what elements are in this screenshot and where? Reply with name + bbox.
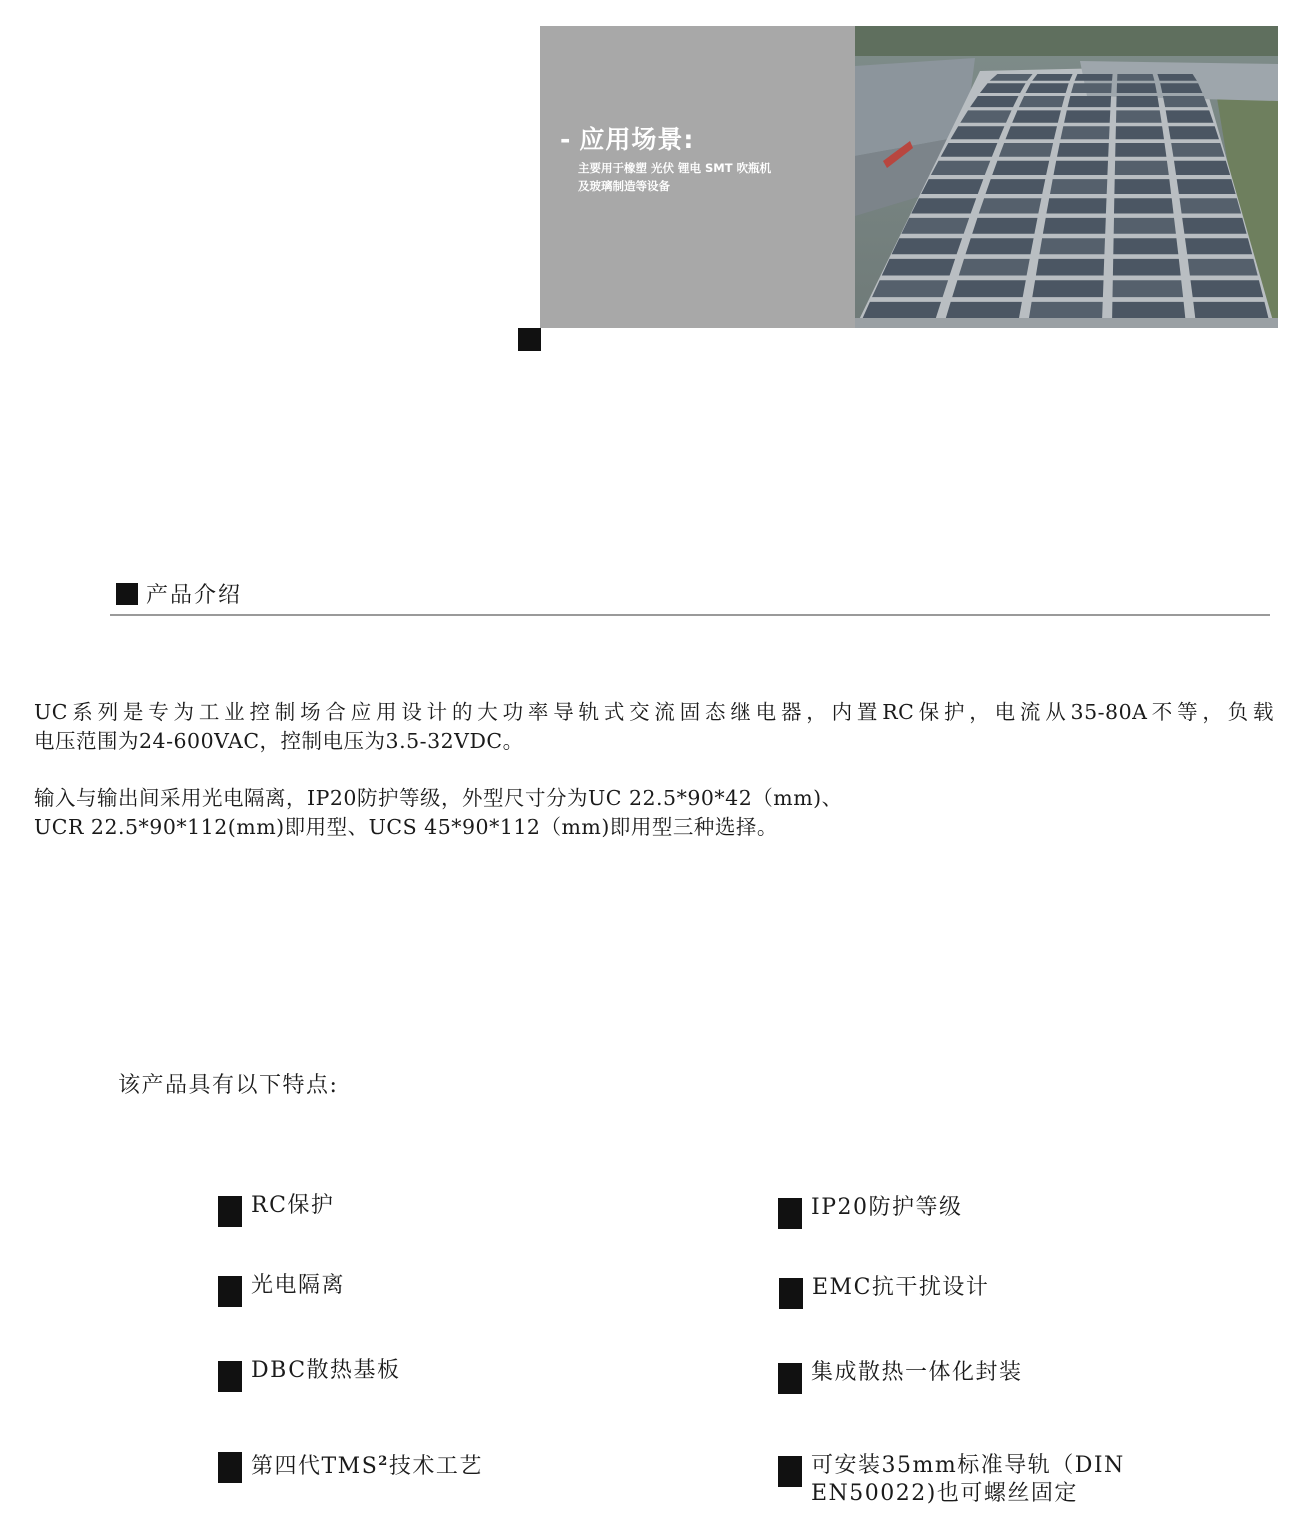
- feature-text: 集成散热一体化封装: [811, 1360, 1023, 1385]
- solar-panel: [1113, 238, 1178, 254]
- solar-panel: [1019, 96, 1065, 107]
- section-marker-square: [116, 583, 138, 605]
- solar-panel: [1185, 238, 1252, 254]
- feature-marker-square: [218, 1361, 242, 1392]
- intro-p2-line2: UCR 22.5*90*112(mm)即用型、UCS 45*90*112（mm)即用型三种选择。: [34, 815, 778, 839]
- solar-panel: [931, 161, 990, 175]
- solar-panel: [1032, 280, 1103, 297]
- banner-subtitle: [578, 159, 848, 195]
- solar-panel: [1068, 96, 1112, 107]
- solar-panel: [1043, 218, 1106, 234]
- solar-panel: [901, 218, 969, 234]
- feature-text: [251, 1448, 483, 1481]
- feature-item: [779, 1274, 989, 1309]
- solar-panel: [1114, 218, 1176, 234]
- solar-panel: [1114, 198, 1174, 213]
- solar-panel: [1166, 110, 1214, 122]
- solar-panel: [946, 302, 1022, 319]
- section-title: 产品介绍: [146, 583, 243, 608]
- solar-panel: [1075, 74, 1113, 81]
- solar-panel: [1029, 302, 1103, 319]
- solar-panel: [862, 302, 941, 319]
- solar-panel: [882, 259, 955, 276]
- solar-panel: [941, 143, 998, 157]
- solar-panel: [1113, 259, 1181, 276]
- banner-corner-square: [518, 328, 541, 351]
- solar-panel: [966, 238, 1034, 254]
- feature-item: [778, 1452, 1151, 1508]
- solar-panel: [1032, 74, 1072, 81]
- feature-marker-square: [778, 1363, 802, 1394]
- intro-p1-line1: UC系列是专为工业控制场合应用设计的大功率导轨式交流固态继电器，内置RC保护，电流从35-80A不等，负载: [34, 700, 1274, 724]
- feature-text: 光电隔离: [251, 1273, 346, 1298]
- solar-panel: [1112, 302, 1185, 319]
- solar-rooftop-photo: [855, 26, 1278, 328]
- solar-panel: [1012, 110, 1061, 122]
- feature-text: DBC散热基板: [251, 1358, 401, 1383]
- solar-panel: [1193, 302, 1268, 319]
- solar-panel: [986, 179, 1046, 194]
- solar-panel: [999, 143, 1053, 157]
- feature-superscript: 2: [378, 1454, 389, 1469]
- feature-item: [218, 1357, 401, 1392]
- solar-panel: [1116, 126, 1164, 139]
- feature-marker-square: [218, 1452, 242, 1483]
- intro-paragraph-1: [34, 698, 1274, 756]
- feature-item: [778, 1359, 1023, 1394]
- solar-panel: [1163, 96, 1208, 107]
- solar-panel: [1180, 198, 1242, 213]
- banner-subtitle-line1: 主要用于橡塑 光伏 锂电 SMT 吹瓶机: [578, 161, 772, 175]
- feature-marker-square: [778, 1456, 802, 1487]
- solar-panel: [1117, 83, 1157, 93]
- features-heading: 该产品具有以下特点:: [118, 1073, 339, 1098]
- feature-item: [218, 1448, 483, 1483]
- solar-panel: [1171, 143, 1224, 157]
- application-banner: [540, 26, 1278, 328]
- banner-title: [560, 120, 694, 156]
- solar-panel: [1115, 143, 1166, 157]
- feature-marker-square: [218, 1276, 242, 1307]
- banner-subtitle-line2: 及玻璃制造等设备: [578, 179, 670, 193]
- solar-panel: [1114, 179, 1171, 194]
- solar-panel: [911, 198, 976, 213]
- feature-text-tail: 技术工艺: [388, 1454, 483, 1479]
- solar-panel: [980, 83, 1026, 93]
- solar-panel: [1157, 74, 1197, 81]
- solar-panel: [1188, 259, 1258, 276]
- feature-item: [218, 1272, 345, 1307]
- solar-panel: [1050, 179, 1107, 194]
- solar-panel: [1039, 238, 1105, 254]
- banner-text-panel: [540, 26, 855, 328]
- solar-panel: [1054, 161, 1109, 175]
- solar-panel: [952, 280, 1026, 297]
- solar-panel: [1057, 143, 1109, 157]
- feature-text: EMC抗干扰设计: [812, 1275, 990, 1300]
- intro-paragraph-2: [34, 784, 1274, 842]
- solar-panel: [921, 179, 983, 194]
- section-divider: [110, 614, 1270, 616]
- solar-panel: [1191, 280, 1264, 297]
- solar-panel: [1182, 218, 1246, 234]
- solar-panel: [1036, 259, 1104, 276]
- solar-panel: [1174, 161, 1230, 175]
- solar-panel: [1116, 96, 1159, 107]
- solar-panel: [1046, 198, 1106, 213]
- feature-text: IP20防护等级: [811, 1195, 963, 1220]
- solar-panel: [1071, 83, 1112, 93]
- intro-p2-line1: 输入与输出间采用光电隔离，IP20防护等级，外型尺寸分为UC 22.5*90*42（mm)、: [34, 786, 843, 810]
- solar-panel: [1113, 280, 1184, 297]
- solar-panel: [1006, 126, 1058, 139]
- solar-panel: [1168, 126, 1219, 139]
- solar-panel: [1061, 126, 1110, 139]
- feature-marker-square: [779, 1278, 803, 1309]
- solar-panel: [972, 218, 1037, 234]
- feature-text-main: 第四代TMS: [251, 1454, 379, 1479]
- solar-panel: [959, 259, 1030, 276]
- feature-marker-square: [218, 1196, 242, 1227]
- solar-panel: [1026, 83, 1069, 93]
- solar-panel: [970, 96, 1018, 107]
- solar-panel: [1116, 110, 1162, 122]
- solar-panel: [1177, 179, 1236, 194]
- solar-panel: [1117, 74, 1154, 81]
- banner-title-dash: -: [560, 125, 572, 154]
- feature-text: 可安装35mm标准导轨（DIN EN50022)也可螺丝固定: [811, 1453, 1125, 1506]
- intro-p1-line2: 电压范围为24-600VAC，控制电压为3.5-32VDC。: [34, 729, 524, 753]
- solar-panel: [960, 110, 1011, 122]
- solar-panel: [1160, 83, 1202, 93]
- solar-panel: [1115, 161, 1169, 175]
- feature-text: RC保护: [251, 1193, 335, 1218]
- solar-panel: [992, 161, 1049, 175]
- section-header: [116, 578, 242, 609]
- solar-panel: [892, 238, 963, 254]
- solar-panel: [872, 280, 948, 297]
- solar-rooftop-image: [855, 26, 1278, 328]
- feature-item: [778, 1194, 963, 1229]
- solar-panel: [979, 198, 1042, 213]
- banner-title-text: 应用场景:: [579, 125, 695, 154]
- solar-panel: [1064, 110, 1110, 122]
- solar-panel: [951, 126, 1005, 139]
- feature-item: [218, 1192, 334, 1227]
- feature-marker-square: [778, 1198, 802, 1229]
